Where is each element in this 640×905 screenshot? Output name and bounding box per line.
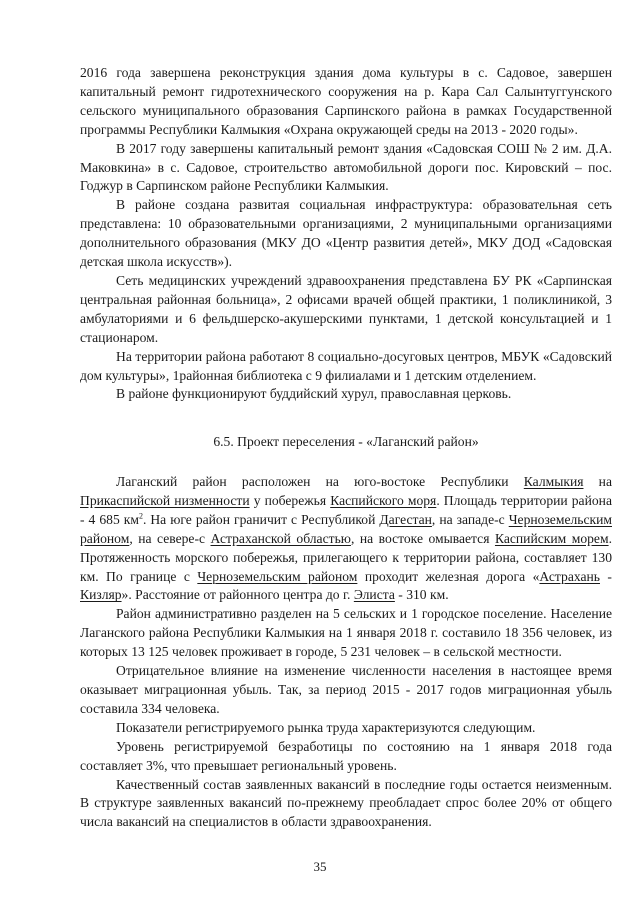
link-elista[interactable]: Элиста: [353, 587, 395, 603]
area-superscript: 2: [138, 511, 143, 521]
top-text-block: [80, 64, 612, 404]
paragraph-migration: Отрицательное влияние на изменение численности населения в настоящее время оказывает миграционная убыль. Так, за период 2015 - 2017 годов миграционная убыль составила 334 человека.: [80, 663, 612, 716]
link-caspian-sea-2[interactable]: Каспийским морем: [494, 530, 609, 546]
text-run: проходит железная дорога «: [357, 568, 540, 584]
paragraph-culture-centers: На территории района работают 8 социально-досуговых центров, МБУК «Садовский дом культуры», 1районная библиотека с 9 филиалами и 1 детским отделением.: [80, 348, 612, 383]
text-run: , на севере-с: [129, 530, 211, 546]
text-run: - 310 км.: [394, 587, 449, 603]
link-caspian-sea[interactable]: Каспийского моря: [330, 492, 437, 508]
paragraph-religion: В районе функционируют буддийский хурул, православная церковь.: [116, 386, 512, 402]
page-number: 35: [313, 859, 327, 874]
text-run: . На юге район граничит с Республикой: [142, 511, 380, 527]
paragraph-vacancies: Качественный состав заявленных вакансий в последние годы остается неизменным. В структуре заявленных вакансий по-прежнему преобладает спрос более 20% от общего числа вакансий на специалистов в области здравоохранения.: [80, 776, 612, 830]
link-astrakhan[interactable]: Астрахань: [539, 568, 600, 584]
text-run: . Площадь территории района - 4 685 км: [80, 492, 612, 527]
section-heading: 6.5. Проект переселения - «Лаганский район»: [213, 434, 479, 449]
link-kalmykia[interactable]: Калмыкия: [523, 474, 584, 489]
paragraph-unemployment: Уровень регистрируемой безработицы по состоянию на 1 января 2018 года составляет 3%, что превышает региональный уровень.: [80, 738, 612, 773]
text-run: . Протяженность морского побережья, прилегающего к территории района, составляет 130 км. По границе с: [80, 530, 612, 584]
text-run: -: [599, 568, 612, 584]
link-chernozemelsky-district-2[interactable]: Черноземельским районом: [197, 568, 358, 584]
paragraph-reconstruction: 2016 года завершена реконструкция здания дома культуры в с. Садовое, завершен капитальный ремонт гидротехнического сооружения на р. Кара Сал Салынтуггунского сельского муниципального образования Сарпинского района в рамках Государственной программы Республики Калмыкия «Охрана окружающей среды на 2013 - 2020 годы».: [80, 65, 612, 137]
link-dagestan[interactable]: Дагестан: [379, 511, 432, 527]
text-run: Лаганский район расположен на юго-востоке Республики: [116, 474, 524, 489]
text-run: у побережья: [249, 492, 331, 508]
link-chernozemelsky-district[interactable]: Черноземельским районом: [80, 511, 612, 546]
paragraph-administrative-division: Район административно разделен на 5 сельских и 1 городское поселение. Население Лаганского района Республики Калмыкия на 1 января 2018 г. составило 18 356 человек, из которых 13 125 человек проживает в городе, 5 231 человек – в сельской местности.: [80, 606, 612, 660]
link-astrakhan-oblast[interactable]: Астраханской областью: [210, 530, 351, 546]
text-run: на: [583, 474, 612, 489]
paragraph-medical-network: Сеть медицинских учреждений здравоохранения представлена БУ РК «Сарпинская центральная районная больница», 2 офисами врачей общей практики, 1 поликлиникой, 3 амбулаториями и 6 фельдшерско-акушерскими пунктами, 1 детской консультацией и 1 стационаром.: [80, 272, 612, 345]
paragraph-lagan-geography: [80, 473, 612, 605]
paragraph-social-infrastructure: В районе создана развитая социальная инфраструктура: образовательная сеть представлена: 10 образовательными организациями, 2 муниципальными организациями дополнительного образования (МКУ ДО «Центр развития детей», МКУ ДОД «Садовская детская школа искусств»).: [80, 197, 612, 270]
link-kizlyar[interactable]: Кизляр: [80, 587, 122, 603]
text-run: , на востоке омывается: [350, 530, 495, 546]
paragraph-2017-repairs: В 2017 году завершены капитальный ремонт здания «Садовская СОШ № 2 им. Д.А. Маковкина» в с. Садовое, строительство автомобильной дороги пос. Кировский – пос. Годжур в Сарпинском районе Республики Калмыкия.: [80, 140, 612, 194]
text-run: , на западе-с: [431, 511, 509, 527]
text-run: ». Расстояние от районного центра до г.: [121, 587, 354, 603]
lagan-text-block: [80, 473, 612, 832]
paragraph-labor-market: Показатели регистрируемого рынка труда характеризуются следующим.: [116, 719, 536, 735]
link-caspian-lowland[interactable]: Прикаспийской низменности: [80, 492, 250, 508]
